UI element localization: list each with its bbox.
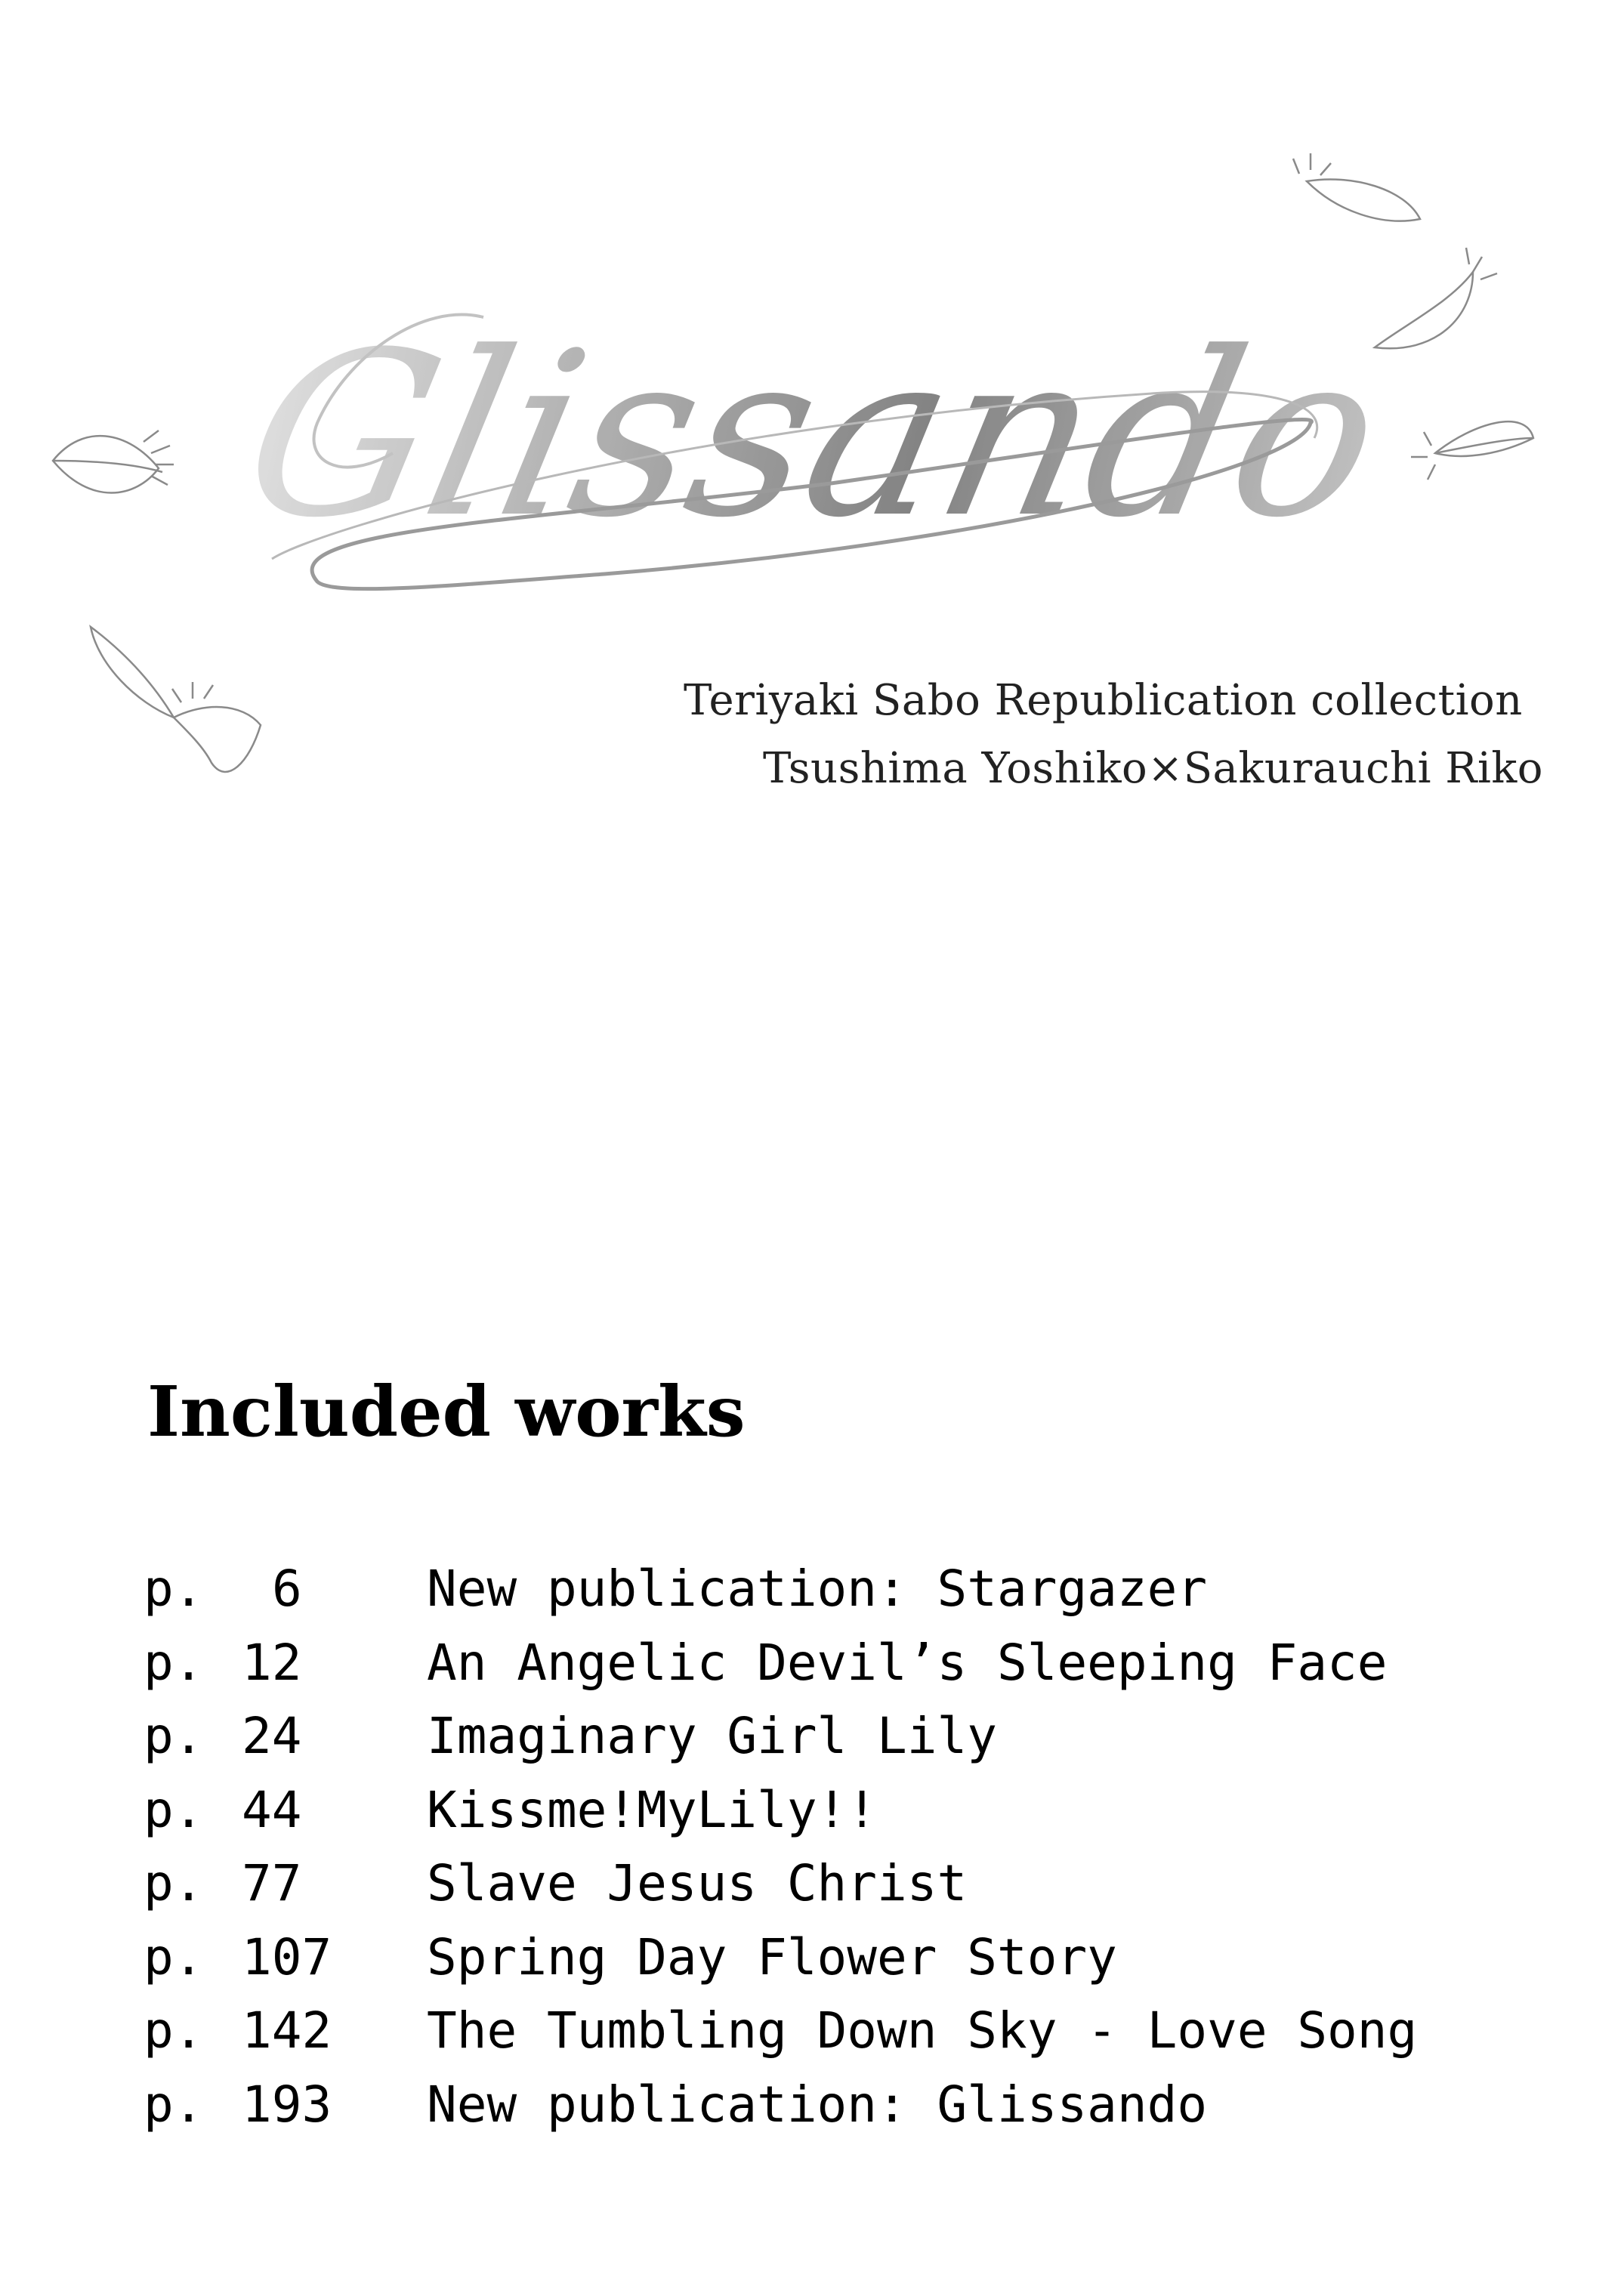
toc-entry [144,2068,1579,2142]
subtitle-collection: Teriyaki Sabo Republication collection [684,676,1523,725]
work-title: An Angelic Devil’s Sleeping Face [427,1633,1388,1692]
work-title: Imaginary Girl Lily [427,1707,997,1765]
page-prefix: p. [144,1927,204,1986]
page-number: 6 [272,1560,302,1618]
page-prefix: p. [144,1854,204,1912]
contents-list [144,1552,1579,2141]
toc-entry [144,1699,1579,1773]
page-prefix: p. [144,1633,204,1692]
toc-entry [144,1994,1579,2068]
feather-icon-left-top [53,431,174,493]
page-number: 24 [242,1707,302,1765]
page-number: 12 [242,1633,302,1692]
work-title: The Tumbling Down Sky - Love Song [427,2001,1418,2060]
subtitle-pairing: Tsushima Yoshiko×Sakurauchi Riko [763,744,1544,793]
work-title: Spring Day Flower Story [427,1927,1117,1986]
toc-entry [144,1921,1579,1995]
feather-icon-right-1 [1293,153,1420,221]
page-prefix: p. [144,2001,204,2060]
page-number: 107 [242,1927,332,1986]
toc-entry [144,1626,1579,1700]
logo-glissando [225,303,1403,589]
page-number: 77 [242,1854,302,1912]
page-prefix: p. [144,1707,204,1765]
logo-text: Glissando [225,303,1403,568]
page-number: 193 [242,2075,332,2134]
page-prefix: p. [144,1560,204,1618]
contents-heading: Included works [147,1371,746,1452]
work-title: New publication: Glissando [427,2075,1208,2134]
toc-entry [144,1847,1579,1921]
work-title: Kissme!MyLily!! [427,1780,878,1839]
page-number: 44 [242,1780,302,1839]
page-number: 142 [242,2001,332,2060]
page-prefix: p. [144,1780,204,1839]
toc-entry [144,1552,1579,1626]
toc-entry [144,1773,1579,1847]
work-title: Slave Jesus Christ [427,1854,968,1912]
feather-icon-left-bottom [91,627,261,772]
page-prefix: p. [144,2075,204,2134]
feather-icon-right-3 [1411,421,1533,480]
work-title: New publication: Stargazer [427,1560,1208,1618]
